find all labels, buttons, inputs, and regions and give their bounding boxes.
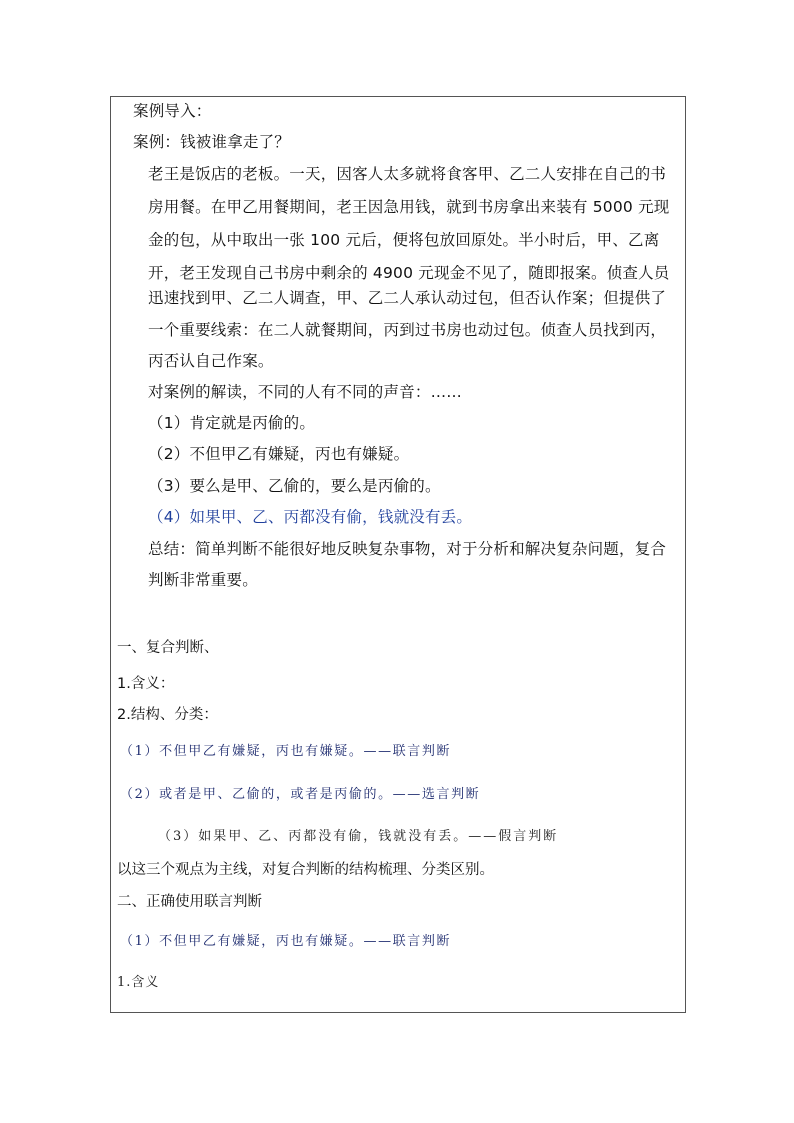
- opinion-item: （2）不但甲乙有嫌疑，丙也有嫌疑。: [148, 445, 410, 463]
- section2-example: （1）不但甲乙有嫌疑，丙也有嫌疑。——联言判断: [120, 934, 452, 949]
- section1-summary: 以这三个观点为主线，对复合判断的结构梳理、分类区别。: [117, 862, 494, 878]
- case-intro-label: 案例导入：: [133, 102, 212, 120]
- case-paragraph-line: 金的包，从中取出一张 100 元后，便将包放回原处。半小时后，甲、乙离: [148, 231, 660, 249]
- opinion-item: （4）如果甲、乙、丙都没有偷，钱就没有丢。: [148, 508, 473, 526]
- example-conjunctive: （1）不但甲乙有嫌疑，丙也有嫌疑。——联言判断: [120, 744, 452, 759]
- case-paragraph-line: 房用餐。在甲乙用餐期间，老王因急用钱，就到书房拿出来装有 5000 元现: [148, 198, 670, 216]
- case-paragraph-line: 一个重要线索：在二人就餐期间，丙到过书房也动过包。侦查人员找到丙，: [148, 321, 667, 339]
- case-title: 案例：钱被谁拿走了？: [133, 133, 291, 151]
- case-paragraph-line: 迅速找到甲、乙二人调查，甲、乙二人承认动过包，但否认作案；但提供了: [148, 289, 667, 307]
- case-paragraph-line: 丙否认自己作案。: [148, 352, 274, 370]
- section2-item-meaning: 1.含义: [117, 975, 160, 990]
- summary-line: 总结：简单判断不能很好地反映复杂事物，对于分析和解决复杂问题，复合: [148, 540, 667, 558]
- case-paragraph-line: 开，老王发现自己书房中剩余的 4900 元现金不见了，随即报案。侦查人员: [148, 264, 670, 282]
- case-paragraph-line: 老王是饭店的老板。一天，因客人太多就将食客甲、乙二人安排在自己的书: [148, 165, 667, 183]
- section1-item-structure: 2.结构、分类：: [117, 707, 218, 723]
- section1-item-meaning: 1.含义：: [117, 676, 175, 692]
- section2-heading: 二、正确使用联言判断: [117, 894, 262, 910]
- opinion-item: （3）要么是甲、乙偷的，要么是丙偷的。: [148, 477, 441, 495]
- example-disjunctive: （2）或者是甲、乙偷的，或者是丙偷的。——选言判断: [120, 787, 481, 802]
- opinion-item: （1）肯定就是丙偷的。: [148, 414, 316, 432]
- section1-heading: 一、复合判断、: [117, 640, 219, 656]
- example-hypothetical: （3）如果甲、乙、丙都没有偷，钱就没有丢。——假言判断: [158, 829, 559, 844]
- summary-line: 判断非常重要。: [148, 571, 258, 589]
- interpretation-intro: 对案例的解读，不同的人有不同的声音：……: [148, 383, 463, 401]
